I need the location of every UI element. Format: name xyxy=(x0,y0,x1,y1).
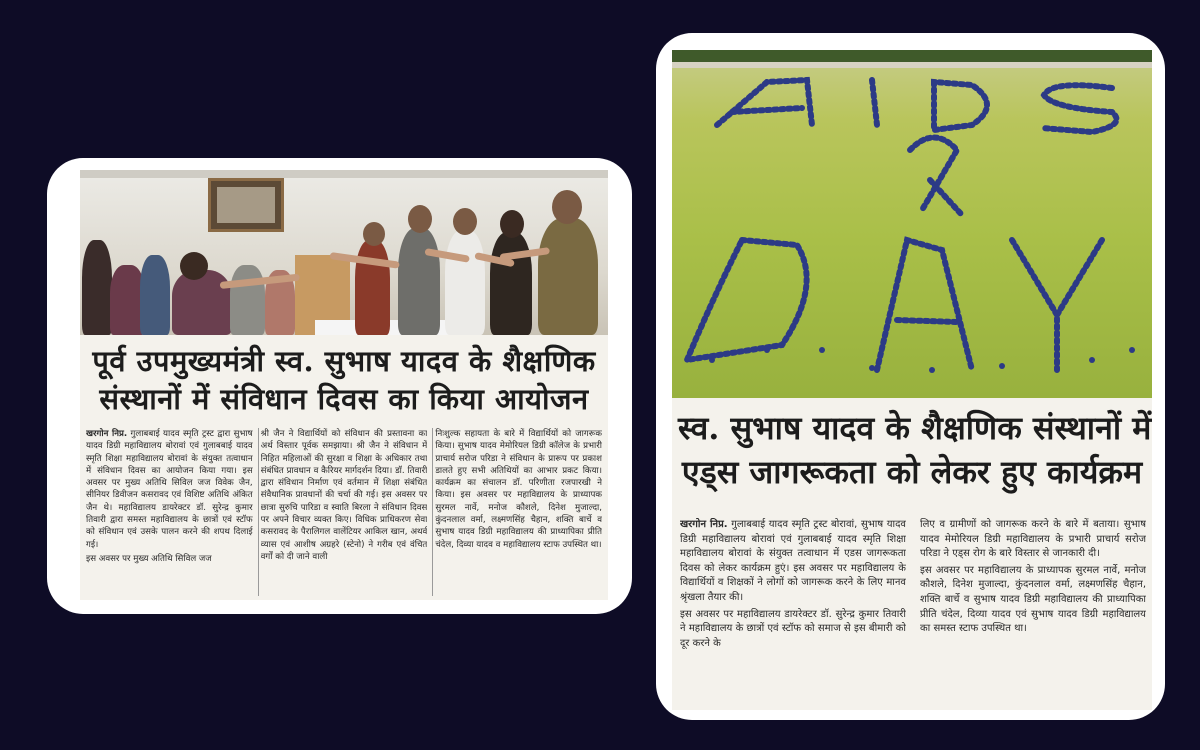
person-head xyxy=(500,210,524,238)
article-paragraph: श्री जैन ने विद्यार्थियों को संविधान की प्रस्तावना का अर्थ विस्तार पूर्वक समझाया। श्री जैन ने संविधान में निहित महिलाओं की सुरक्षा व शिक्षा के अधिकार तथा संबंधित प्रावधान व कैरियर मार्गदर्शन दिया। डॉ. तिवारी द्वारा संविधान निर्माण एवं वर्तमान में शिक्षा संबंधित संवैधानिक प्रावधानों की चर्चा की गई। इस अवसर पर छात्रा सुरुचि पारिडा व स्वाति बिरला ने संविधान दिवस पर अपने विचार व्यक्त किए। विधिक प्राधिकरण सेवा कसरावद के पैरालिगल वालेंटियर आकिल खान, अथर्व व्यास एवं आशीष अग्रहरे (स्टेनो) ने गरीब एवं वंचित वर्गों को दी जाने वाली xyxy=(260,429,428,562)
clipping-card-aids-day xyxy=(656,33,1165,720)
dateline: खरगोन निप्र. xyxy=(680,519,728,530)
human-formation-aids-day xyxy=(672,50,1152,398)
person xyxy=(398,228,440,335)
article-column xyxy=(920,518,1146,708)
article-paragraph: खरगोन निप्र. गुलाबबाई यादव स्मृति ट्रस्ट बोरावां, सुभाष यादव डिग्री महाविद्यालय बोरावां एवं गुलाबबाई यादव स्मृति शिक्षा महाविद्यालय बोरावां के संयुक्त तत्वाधान में एडस जागरूकता दिवस को लेकर कार्यक्रम हुएं। इस अवसर पर महाविद्यालय के विद्यार्थियों व शिक्षकों ने लोगों को जागरूक करने के लिए मानव श्रृंखला तैयार की। xyxy=(680,519,906,603)
wall-picture-frame xyxy=(208,178,284,232)
person xyxy=(82,240,112,335)
table xyxy=(315,320,465,335)
newspaper-clipping xyxy=(80,170,608,600)
article-paragraph: इस अवसर पर महाविद्यालय डायरेक्टर डॉ. सुरेन्द्र कुमार तिवारी ने महाविद्यालय के छात्रों एवं स्टॉफ को समाज से इस बीमारी को दूर करने के xyxy=(680,608,906,649)
article-paragraph: खरगोन निप्र. गुलाबबाई यादव स्मृति ट्रस्ट द्वारा सुभाष यादव डिग्री महाविद्यालय बोरावां एवं गुलाबबाई यादव स्मृति शिक्षा महाविद्यालय बोरावां के संयुक्त तत्वाधान में संविधान दिवस का आयोजन किया गया। इस अवसर पर मुख्य अतिथि सिविल जज विवेक जैन, सीनियर डिवीजन कसरावद एवं विशिष्ट अतिथि अंकित जैन थे। महाविद्यालय डायरेक्टर डॉ. सुरेन्द्र कुमार तिवारी द्वारा समस्त महाविद्यालय के छात्रों एवं स्टॉफ को संविधान एवं उसके पालन करने की शपथ दिलाई गई। xyxy=(86,429,253,550)
article-column xyxy=(435,428,602,598)
person xyxy=(445,230,485,335)
article-paragraph: इस अवसर पर महाविद्यालय के प्राध्यापक सुरमल नार्वे, मनोज कौशले, दिनेश मुजाल्दा, कुंदनलाल वर्मा, लक्ष्मणसिंह चैहान, शक्ति बार्चे व सुभाष यादव डिग्री महाविद्यालय की प्राध्यापिका प्रीति चंदेल, दिव्या यादव एवं सुभाष यादव डिग्री महाविद्यालय का समस्त स्टाफ उपस्थित था। xyxy=(920,564,1146,635)
headline-line: पूर्व उपमुख्यमंत्री स्व. सुभाष यादव के शैक्षणिक xyxy=(92,344,596,378)
newspaper-clipping xyxy=(672,50,1152,710)
person xyxy=(172,270,232,335)
article-body xyxy=(680,518,1146,708)
article-paragraph: लिए व ग्रामीणों को जागरूक करने के बारे में बताया। सुभाष यादव मेमोरियल डिग्री महाविद्यालय के प्रभारी प्राचार्य सरोज परिडा ने एड्स रोग के बारे विस्तार से जानकारी दी। xyxy=(920,519,1146,560)
headline xyxy=(678,406,1152,494)
article-column xyxy=(261,428,428,598)
headline xyxy=(84,342,604,418)
article-column xyxy=(680,518,906,708)
person xyxy=(230,265,265,335)
person xyxy=(490,232,532,335)
headline-line: एड्स जागरूकता को लेकर हुए कार्यक्रम xyxy=(681,453,1143,491)
dateline: खरगोन निप्र. xyxy=(86,429,128,439)
article-paragraph: इस अवसर पर मुख्य अतिथि सिविल जज xyxy=(86,553,212,564)
person-head xyxy=(552,190,582,224)
column-rule xyxy=(432,428,433,596)
aerial-field-photo xyxy=(672,50,1152,398)
person-head xyxy=(180,252,208,280)
article-paragraph: निःशुल्क सहायता के बारे में विद्यार्थियों को जागरूक किया। सुभाष यादव मेमोरियल डिग्री कॉलेज के प्रभारी प्राचार्य सरोज परिडा ने संविधान के प्रारूप पर प्रकाश डालते हुए सभी अतिथियों का आभार प्रकट किया। कार्यक्रम का संचालन डॉ. परिणीता रजपारखी ने किया। इस अवसर पर महाविद्यालय के प्राध्यापक सुरमल नार्वे, मनोज कौशले, दिनेश मुजाल्दा, कुंदनलाल वर्मा, लक्ष्मणसिंह चैहान, शक्ति बार्चे व सुभाष यादव डिग्री महाविद्यालय की प्राध्यापिका प्रीति चंदेल, दिव्या यादव व महाविद्यालय स्टाफ उपस्थित था। xyxy=(435,429,602,550)
person-head xyxy=(408,205,432,233)
person xyxy=(538,218,598,335)
person xyxy=(355,240,390,335)
ceremony-photo xyxy=(80,170,608,335)
person-head xyxy=(363,222,385,246)
clipping-card-constitution-day xyxy=(47,158,632,614)
column-rule xyxy=(258,428,259,596)
article-body xyxy=(86,428,602,598)
person xyxy=(140,255,170,335)
headline-line: स्व. सुभाष यादव के शैक्षणिक संस्थानों में xyxy=(678,409,1152,447)
wall-molding xyxy=(80,170,608,178)
headline-line: संस्थानों में संविधान दिवस का किया आयोजन xyxy=(99,382,589,416)
article-column xyxy=(86,428,253,598)
person-head xyxy=(453,208,477,235)
